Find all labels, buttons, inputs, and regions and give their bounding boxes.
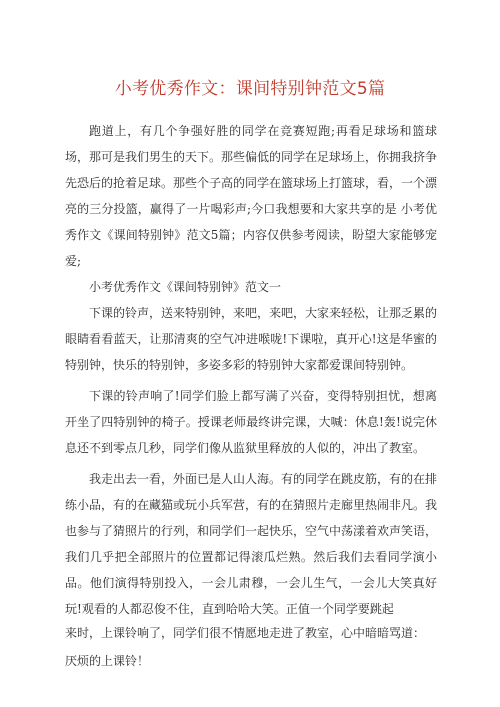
paragraph: 我走出去一看，外面已是人山人海。有的同学在跳皮筋，有的在排练小品，有的在藏猫或玩小兵军营，有的在猜照片走廊里热闹非凡。我也参与了猜照片的行列，和同学们一起快乐，空气中荡漾着欢声笑语，我们几乎把全部照片的位置都记得滚瓜烂熟。然后我们去看同学演小品。他们演得特别投入，一会儿肃穆，一会儿生气，一会儿大笑真好玩!观看的人都忍俊不住，直到哈哈大笑。正值一个同学要跳起 bbox=[65, 472, 438, 616]
document-body bbox=[65, 118, 437, 673]
paragraph: 下课的铃声，送来特别钟，来吧，来吧，大家来轻松，让那乏累的眼睛看看蓝天，让那清爽的空气冲进喉咙!下课啦，真开心!这是华蜜的特别钟，快乐的特别钟，多姿多彩的特别钟大家都爱课间特别钟。 bbox=[65, 306, 438, 372]
paragraph-tail-line: 厌烦的上课铃！ bbox=[65, 654, 150, 668]
document-title: 小考优秀作文：课间特别钟范文5篇 bbox=[114, 79, 386, 99]
paragraph-intro: 跑道上，有几个争强好胜的同学在竞赛短跑;再看足球场和篮球场，那可是我们男生的天下。那些偏低的同学在足球场上，你拥我挤争先恐后的抢着足球。那些个子高的同学在篮球场上打篮球，看，一个漂亮的三分投篮，赢得了一片喝彩声;今口我想要和大家共享的是 小考优秀作文《课间特别钟》范文5篇；内容仅供参考阅读，盼望大家能够宠爱; bbox=[65, 124, 438, 268]
paragraph: 下课的铃声响了!同学们脸上都写满了兴奋，变得特别担忧，想离开坐了四特别钟的椅子。授课老师最终讲完课，大喊：休息!轰!说完休息还不到零点几秒，同学们像从监狱里释放的人似的，冲出了教室。 bbox=[65, 389, 437, 455]
section-heading: 小考优秀作文《课间特别钟》范文一 bbox=[89, 280, 282, 294]
paragraph-tail-line: 来时，上课铃响了，同学们很不情愿地走进了教室，心中暗暗骂道： bbox=[65, 626, 426, 640]
